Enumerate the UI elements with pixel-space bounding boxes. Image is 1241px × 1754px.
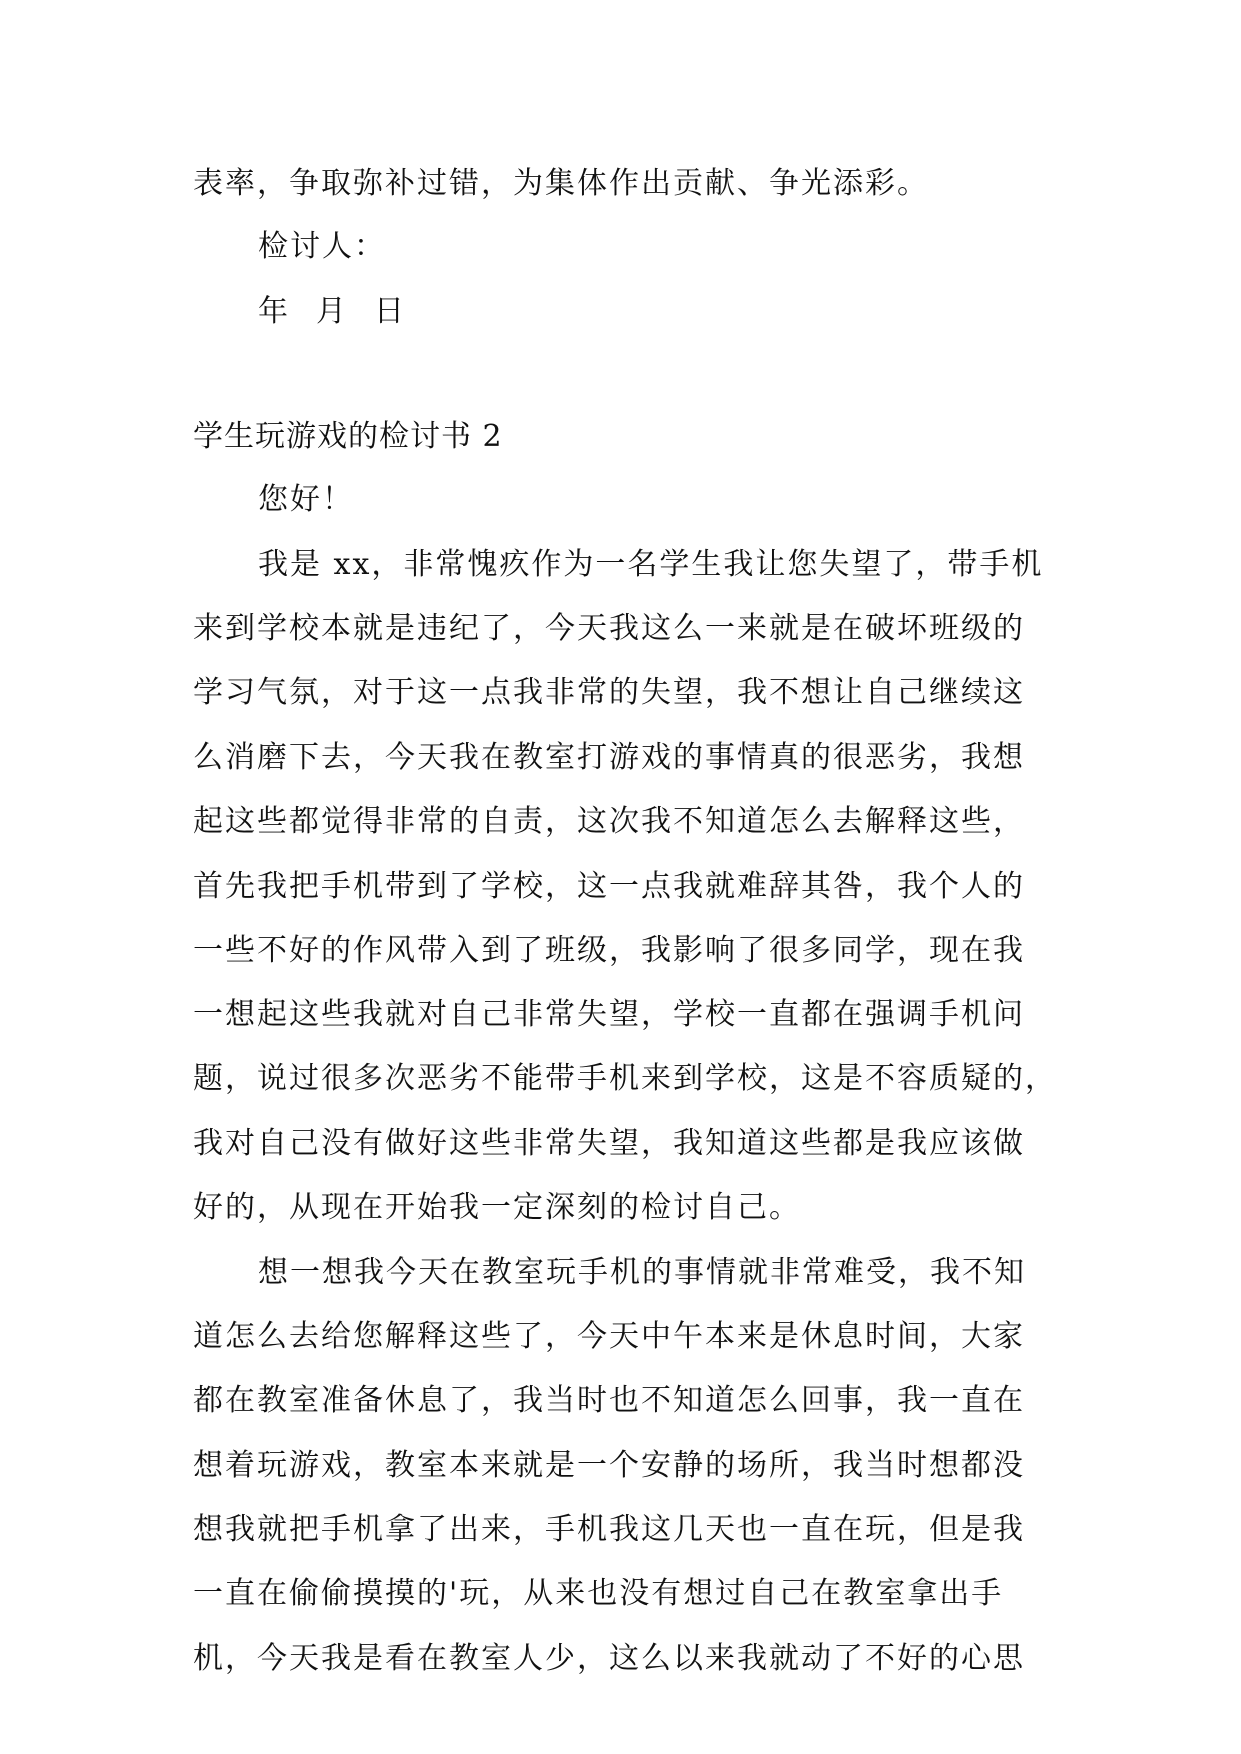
paragraph-line: 机，今天我是看在教室人少，这么以来我就动了不好的心思	[193, 1641, 1025, 1676]
date-year: 年	[258, 294, 290, 329]
paragraph-line: 我是 xx，非常愧疚作为一名学生我让您失望了，带手机	[258, 547, 1044, 582]
paragraph-line: 一些不好的作风带入到了班级，我影响了很多同学，现在我	[193, 933, 1025, 968]
paragraph-line: 起这些都觉得非常的自责，这次我不知道怎么去解释这些，	[193, 804, 1025, 839]
paragraph-line: 题，说过很多次恶劣不能带手机来到学校，这是不容质疑的，	[193, 1061, 1057, 1096]
paragraph-line: 想一想我今天在教室玩手机的事情就非常难受，我不知	[258, 1255, 1026, 1290]
date-line	[0, 292, 1241, 332]
signature-label: 检讨人：	[258, 229, 386, 264]
paragraph-line: 想着玩游戏，教室本来就是一个安静的场所，我当时想都没	[193, 1448, 1025, 1483]
paragraph-line: 好的，从现在开始我一定深刻的检讨自己。	[193, 1190, 801, 1225]
paragraph-line: 道怎么去给您解释这些了，今天中午本来是休息时间，大家	[193, 1319, 1025, 1354]
date-day: 日	[374, 294, 406, 329]
paragraph-line: 学习气氛，对于这一点我非常的失望，我不想让自己继续这	[193, 675, 1025, 710]
salutation: 您好！	[258, 482, 354, 517]
paragraph-line: 都在教室准备休息了，我当时也不知道怎么回事，我一直在	[193, 1383, 1025, 1418]
section-title: 学生玩游戏的检讨书 2	[193, 419, 503, 454]
paragraph-line: 来到学校本就是违纪了，今天我这么一来就是在破坏班级的	[193, 611, 1025, 646]
paragraph-line: 一想起这些我就对自己非常失望，学校一直都在强调手机问	[193, 997, 1025, 1032]
paragraph-line: 想我就把手机拿了出来，手机我这几天也一直在玩，但是我	[193, 1512, 1025, 1547]
paragraph-line: 么消磨下去，今天我在教室打游戏的事情真的很恶劣，我想	[193, 740, 1025, 775]
paragraph-line: 我对自己没有做好这些非常失望，我知道这些都是我应该做	[193, 1126, 1025, 1161]
paragraph-line: 一直在偷偷摸摸的'玩，从来也没有想过自己在教室拿出手	[193, 1576, 1004, 1611]
paragraph-line: 表率，争取弥补过错，为集体作出贡献、争光添彩。	[193, 166, 929, 201]
date-month: 月	[316, 294, 348, 329]
paragraph-line: 首先我把手机带到了学校，这一点我就难辞其咎，我个人的	[193, 869, 1025, 904]
